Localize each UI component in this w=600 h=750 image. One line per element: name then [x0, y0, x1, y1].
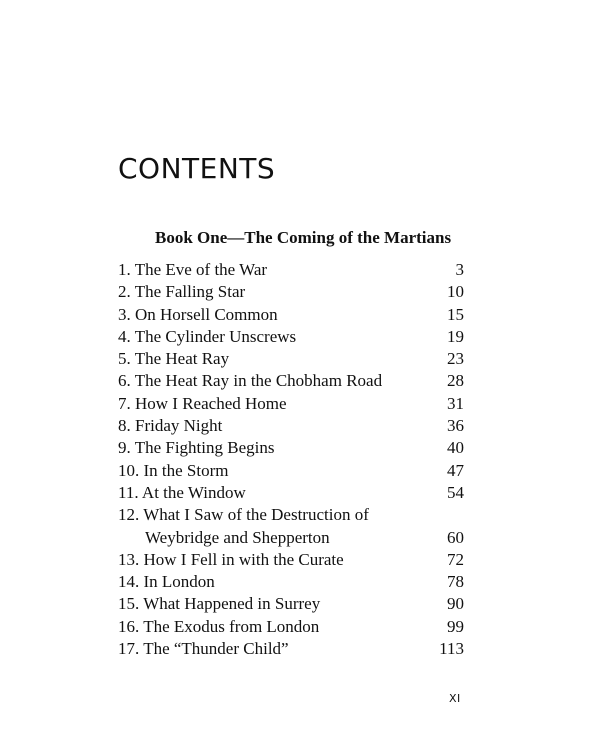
toc-entry	[118, 504, 464, 549]
toc-entry	[118, 616, 464, 638]
page-number: 23	[447, 349, 464, 369]
page-number: 19	[447, 326, 464, 346]
chapter-title: 2. The Falling Star	[118, 282, 246, 302]
toc-entry	[118, 304, 464, 326]
toc-entry	[118, 370, 464, 392]
toc-entry	[118, 437, 464, 459]
page-number: 28	[447, 371, 464, 391]
chapter-title: 15. What Happened in Surrey	[118, 594, 321, 614]
chapter-title: 3. On Horsell Common	[118, 304, 278, 324]
page-heading: CONTENTS	[118, 152, 276, 185]
table-of-contents	[118, 259, 464, 660]
book-section-title: Book One—The Coming of the Martians	[155, 228, 452, 247]
page-number: 40	[447, 438, 464, 458]
toc-entry	[118, 326, 464, 348]
toc-entry	[118, 348, 464, 370]
page-number: 99	[447, 616, 464, 636]
toc-entry	[118, 259, 464, 281]
toc-entry	[118, 393, 464, 415]
chapter-title: 9. The Fighting Begins	[118, 438, 275, 458]
page-number: 54	[447, 482, 464, 502]
toc-entry	[118, 460, 464, 482]
toc-entry	[118, 571, 464, 593]
page-number: 31	[447, 393, 464, 413]
chapter-title: 13. How I Fell in with the Curate	[118, 549, 344, 569]
toc-entry	[118, 281, 464, 303]
chapter-title: 11. At the Window	[118, 482, 246, 502]
page-number: 60	[447, 527, 464, 547]
chapter-title: 4. The Cylinder Unscrews	[118, 326, 297, 346]
folio-page-number: XI	[449, 692, 461, 705]
toc-entry	[118, 549, 464, 571]
toc-entry	[118, 638, 464, 660]
chapter-title: 8. Friday Night	[118, 416, 223, 436]
page-number: 78	[447, 572, 464, 592]
page-number: 10	[447, 282, 464, 302]
page-number: 36	[447, 416, 464, 436]
toc-entry	[118, 415, 464, 437]
chapter-title: 5. The Heat Ray	[118, 349, 230, 369]
toc-entry	[118, 593, 464, 615]
chapter-title: 10. In the Storm	[118, 460, 229, 480]
chapter-title: 12. What I Saw of the Destruction of	[118, 505, 369, 525]
chapter-title: 16. The Exodus from London	[118, 616, 320, 636]
page-number: 113	[439, 639, 464, 659]
chapter-title: 6. The Heat Ray in the Chobham Road	[118, 371, 383, 391]
page-number: 72	[447, 549, 464, 569]
toc-entry	[118, 482, 464, 504]
chapter-title-continuation: Weybridge and Shepperton	[145, 527, 330, 547]
chapter-title: 1. The Eve of the War	[118, 260, 268, 279]
chapter-title: 14. In London	[118, 572, 215, 592]
page-number: 15	[447, 304, 464, 324]
page-number: 47	[447, 460, 464, 480]
chapter-title: 7. How I Reached Home	[118, 393, 287, 413]
page-number: 3	[455, 260, 464, 279]
page-number: 90	[447, 594, 464, 614]
chapter-title: 17. The “Thunder Child”	[118, 639, 289, 659]
